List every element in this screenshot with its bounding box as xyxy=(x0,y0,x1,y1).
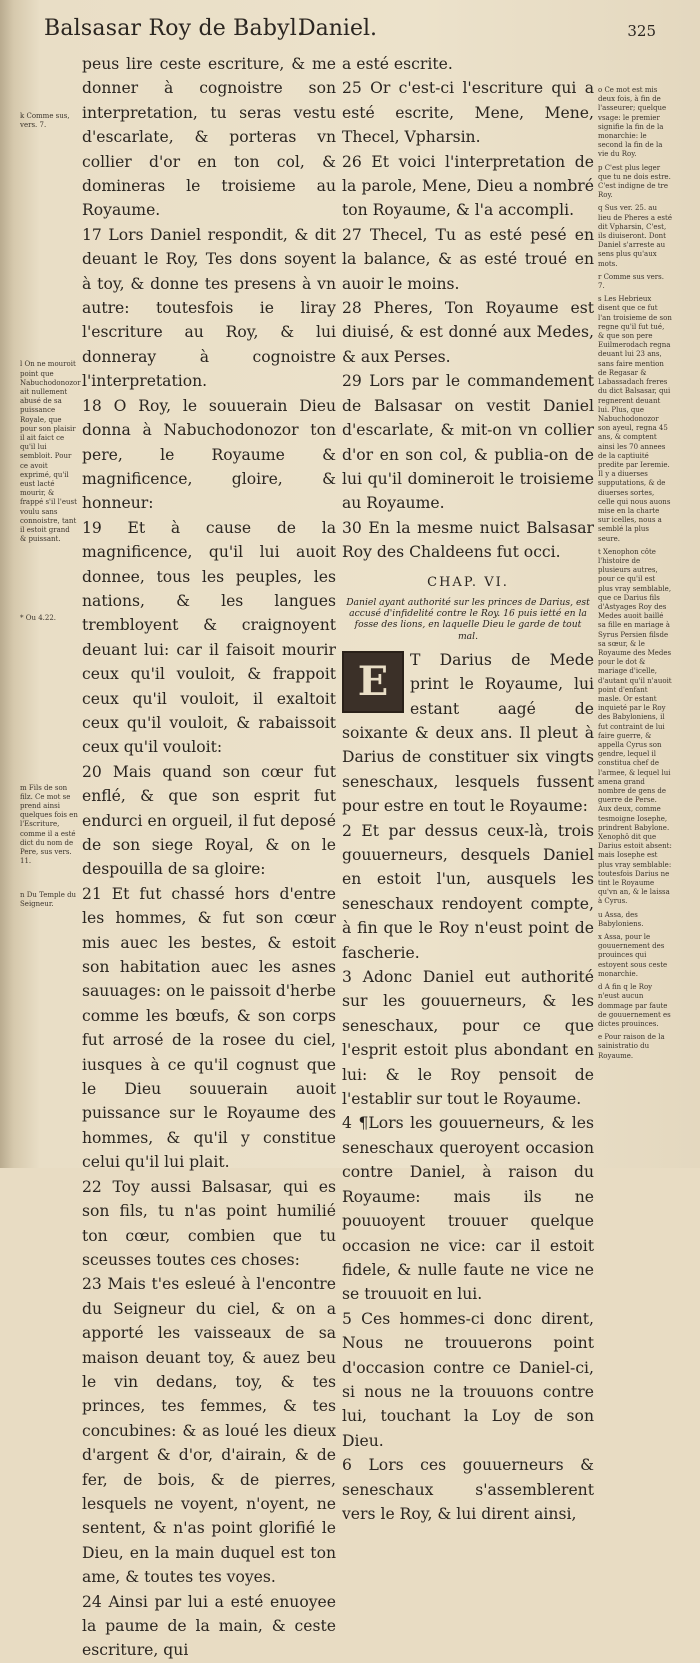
margin-note: x Assa, pour le gouuernement des prouinces qui estoyent sous ceste monarchie. xyxy=(598,933,668,978)
margin-note: l On ne mouroit point que Nabuchodonozor ait nullement abusé de sa puissance Royale, que pour son plaisir il ait faict ce qu'il lui sembloit. Pour ce avoit exprimé, qu'il eust lacté mourir, & frappé s'il l'eust voulu sans connoistre, tant il estoit grand & puissant. xyxy=(20,360,81,544)
margin-note: o Ce mot est mis deux fois, à fin de l'asseurer; quelque vsage: le premier signifie la fin de la monarchie: le second la fin de la vie du Roy. xyxy=(598,86,667,159)
verse: 29 Lors par le commandement de Balsasar on vestit Daniel d'escarlate, & mit-on vn collier d'or en son col, & publia-on de lui qu'il domineroit le troisieme au Royaume. xyxy=(342,372,594,513)
margin-note: r Comme sus vers. 7. xyxy=(598,272,664,291)
left-margin-notes xyxy=(20,52,81,913)
verse: 3 Adonc Daniel eut authorité sur les gouuerneurs, & les seneschaux, pour ce que l'esprit estoit plus abondant en lui: & le Roy pensoit de l'establir sur tout le Royaume. xyxy=(342,968,594,1109)
verse: 19 Et à cause de la magnificence, qu'il lui auoit donnee, tous les peuples, les nations, & les langues trembloyent & craignoyent deuant lui: car il faisoit mourir ceux qu'il vouloit, & frappoit ceux qu'il vouloit, il exaltoit ceux qu'il vouloit, & rabaissoit ceux qu'il vouloit: xyxy=(82,518,336,757)
margin-note: e Pour raison de la sainistratio du Royaume. xyxy=(598,1033,665,1060)
verse: 28 Pheres, Ton Royaume est diuisé, & est donné aux Medes, & aux Perses. xyxy=(342,299,594,366)
verse: a esté escrite. xyxy=(342,55,453,73)
right-text-column xyxy=(342,52,594,1526)
verse: 21 Et fut chassé hors d'entre les hommes, & fut son cœur mis auec les bestes, & estoit son habitation auec les asnes sauuages: on le paissoit d'herbe comme les bœufs, & son corps fut arrosé de la rosee du ciel, iusques à ce qu'il cognust que le Dieu souuerain auoit puissance sur le Royaume des hommes, & qu'il y constitue celui qu'il lui plait. xyxy=(82,884,336,1172)
margin-note: q Sus ver. 25. au lieu de Pheres a esté dit Vpharsin, C'est, ils diuiseront. Dont Daniel s'arreste au sens plus qu'aux mots. xyxy=(598,204,672,268)
running-title-left: Balsasar Roy de Babyl. xyxy=(44,16,305,41)
chapter-title: CHAP. VI. xyxy=(427,574,509,590)
chapter-first-verse xyxy=(342,648,594,819)
margin-note: * Ou 4.22. xyxy=(20,614,57,623)
verse: 23 Mais t'es esleué à l'encontre du Seigneur du ciel, & on a apporté les vaisseaux de sa maison deuant toy, & auez beu le vin dedans, toy, & tes princes, tes femmes, & tes concubines: & as loué les dieux d'argent & d'or, d'airain, & de fer, de bois, & de pierres, lesquels ne voyent, n'oyent, ne sentent, & n'as point glorifié le Dieu, en la main duquel est ton ame, & toutes tes voyes. xyxy=(82,1275,336,1587)
margin-note: s Les Hebrieux disent que ce fut l'an troisieme de son regne qu'il fut tué, & que son pere Euilmerodach regna deuant lui 23 ans, sans faire mention de Regasar & Labassadach freres du dict Balsasar, qui regnerent deuant lui. Plus, que Nabuchodonozor son ayeul, regna 45 ans, & comptent ainsi les 70 annees de la captiuité predite par Ieremie. Il y a diuerses supputations, & de diuerses sortes, celle qui nous auons mise en la charte sur icelles, nous a semblé la plus seure. xyxy=(598,295,672,543)
margin-note: p C'est plus leger que tu ne dois estre. C'est indigne de tre Roy. xyxy=(598,163,671,200)
right-margin-notes xyxy=(598,86,672,1065)
running-title-center: Daniel. xyxy=(298,16,378,41)
verse: 24 Ainsi par lui a esté enuoyee la paume de la main, & ceste escriture, qui xyxy=(82,1592,336,1660)
dropcap-initial: E xyxy=(342,651,404,713)
margin-note: u Assa, des Babyloniens. xyxy=(598,910,644,928)
margin-note: d A fin q le Roy n'eust aucun dommage par faute de gouuernement es dictes prouinces. xyxy=(598,983,671,1028)
verse: 18 O Roy, le souuerain Dieu donna à Nabuchodonozor ton pere, le Royaume & magnificence, gloire, & honneur: xyxy=(82,396,336,513)
verse: 5 Ces hommes-ci donc dirent, Nous ne trouuerons point d'occasion contre ce Daniel-ci, si nous ne la trouuons contre lui, touchant la Loy de son Dieu. xyxy=(342,1309,594,1450)
left-text-column xyxy=(82,52,336,1663)
verse: 22 Toy aussi Balsasar, qui es son fils, tu n'as point humilié ton cœur, combien que tu sceusses toutes ces choses: xyxy=(82,1177,336,1269)
first-verse-text: T Darius de Mede print le Royaume, lui estant aagé de soixante & deux ans. Il pleut à Darius de constituer six vingts seneschaux, lesquels fussent pour estre en tout le Royaume: xyxy=(342,650,594,816)
margin-note: n Du Temple du Seigneur. xyxy=(20,890,77,908)
page-number: 325 xyxy=(627,22,656,40)
page-header xyxy=(40,10,690,50)
verse: 4 ¶Lors les gouuerneurs, & les seneschaux queroyent occasion contre Daniel, à raison du Royaume: mais ils ne pouuoyent trouuer quelque occasion ne vice: car il estoit fidele, & nulle faute ne vice ne se trouuoit en lui. xyxy=(342,1114,594,1304)
verse: 20 Mais quand son cœur fut enflé, & que son esprit fut endurci en orgueil, il fut deposé de son siege Royal, & on le despouilla de sa gloire: xyxy=(82,762,336,879)
verse: 2 Et par dessus ceux-là, trois gouuerneurs, desquels Daniel en estoit l'un, ausquels les seneschaux rendoyent compte, à fin que le Roy n'eust point de fascherie. xyxy=(342,821,594,962)
verse: 25 Or c'est-ci l'escriture qui a esté escrite, Mene, Mene, Thecel, Vpharsin. xyxy=(342,79,594,147)
verse: peus lire ceste escriture, & me donner à cognoistre son interpretation, tu seras vestu d'escarlate, & porteras vn collier d'or en ton col, & domineras le troisieme au Royaume. xyxy=(82,55,336,220)
verse: 27 Thecel, Tu as esté pesé en la balance, & as esté troué en auoir le moins. xyxy=(342,225,594,293)
verse: 30 En la mesme nuict Balsasar Roy des Chaldeens fut occi. xyxy=(342,518,594,562)
margin-note: m Fils de son filz. Ce mot se prend ainsi quelques fois en l'Escriture, comme il a esté dict du nom de Pere, sus vers. 11. xyxy=(20,783,78,866)
margin-note: k Comme sus, vers. 7. xyxy=(20,112,70,130)
chapter-summary: Daniel ayant authorité sur les princes de Darius, est accusé d'infidelité contre le Roy. 16 puis ietté en la fosse des lions, en laquelle Dieu le garde de tout mal. xyxy=(346,596,590,642)
margin-note: t Xenophon côte l'histoire de plusieurs autres, pour ce qu'il est plus vray semblable, que ce Darius fils d'Astyages Roy des Medes auoit baillé sa fille en mariage à Syrus Persien filsde sa sœur, & le Royaume des Medes pour le dot & mariage d'icelle, d'autant qu'il n'auoit point d'enfant masle. Or estant inquieté par le Roy des Babyloniens, il fut contraint de lui faire guerre, & appella Cyrus son gendre, lequel il constitua chef de l'armee, & lequel lui amena grand nombre de gens de guerre de Perse. Aux deux, comme tesmoigne Iosephe, prindrent Babylone. Xenophô dit que Darius estoit absent: mais Iosephe est plus vray semblable: toutesfois Darius ne tint le Royaume qu'vn an, & le laissa à Cyrus. xyxy=(598,547,672,906)
verse: 17 Lors Daniel respondit, & dit deuant le Roy, Tes dons soyent à toy, & donne tes presens à vn autre: toutesfois ie liray l'escriture au Roy, & lui donneray à cognoistre l'interpretation. xyxy=(82,225,336,391)
verse: 6 Lors ces gouuerneurs & seneschaux s'assemblerent vers le Roy, & lui dirent ainsi, xyxy=(342,1456,594,1523)
verse: 26 Et voici l'interpretation de la parole, Mene, Dieu a nombré ton Royaume, & l'a accompli. xyxy=(342,152,594,220)
